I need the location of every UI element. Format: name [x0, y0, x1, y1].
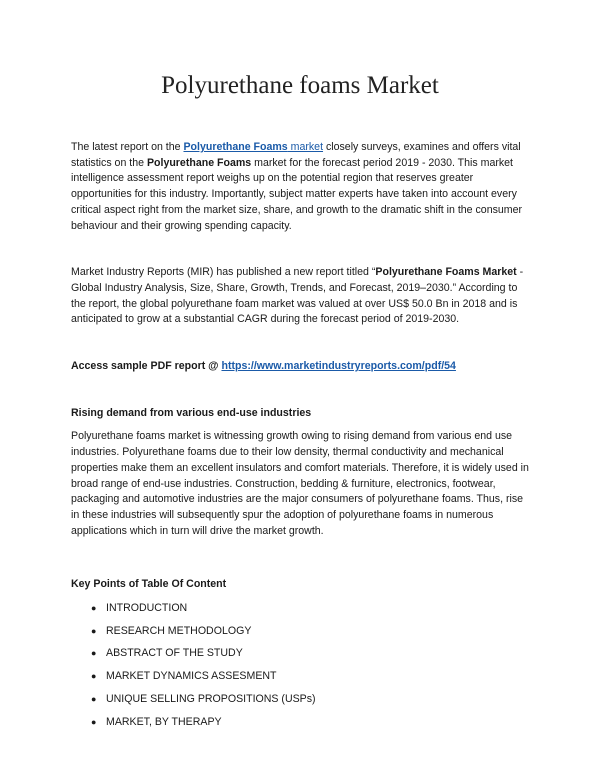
toc-item [71, 669, 529, 685]
page-title: Polyurethane foams Market [161, 72, 439, 99]
toc-item-label: MARKET, BY THERAPY [106, 715, 222, 728]
intro-text-1: The latest report on the [71, 141, 184, 153]
toc-item-label: RESEARCH METHODOLOGY [106, 624, 252, 637]
intro-text-2: closely surveys, examines and offers vital statistics on the [71, 141, 521, 169]
mir-text-1: Market Industry Reports (MIR) has published a new report titled “ [71, 266, 376, 279]
bullet-icon: ● [91, 671, 97, 682]
toc-item-label: UNIQUE SELLING PROPOSITIONS (USPs) [106, 692, 316, 705]
access-sample-line [71, 359, 529, 375]
intro-text-3: market for the forecast period 2019 - 2030. This market intelligence assessment report weighs up on the potential region that reserves greater opportunities for this industry. Importantly, subject matter experts have taken into account every critical aspect right from the market size, share, and growth to the dramatic shift in the consumer behaviour and their growing spending capacity. [71, 156, 523, 232]
mir-report-title: Polyurethane Foams Market [375, 266, 517, 279]
bullet-icon: ● [91, 716, 97, 727]
bullet-icon: ● [91, 625, 97, 636]
bullet-icon: ● [91, 648, 97, 659]
mir-text-2: - Global Industry Analysis, Size, Share, Growth, Trends, and Forecast, 2019–2030.” According to the report, the global polyurethane foam market was valued at over US$ 50.0 Bn in 2018 and is anticipated to grow at a substantial CAGR during the forecast period of 2019-2030. [71, 266, 524, 326]
market-link[interactable]: market [287, 141, 324, 153]
toc-item [71, 646, 529, 662]
toc-item-label: MARKET DYNAMICS ASSESMENT [106, 670, 277, 683]
toc-item [71, 715, 529, 731]
toc-heading: Key Points of Table Of Content [71, 578, 227, 591]
toc-item [71, 624, 529, 640]
bullet-icon: ● [91, 603, 97, 614]
polyurethane-foams-link[interactable]: Polyurethane Foams [183, 141, 288, 153]
sample-pdf-link[interactable]: https://www.marketindustryreports.com/pdf/54 [221, 360, 456, 373]
toc-item [71, 692, 529, 708]
toc-item-label: INTRODUCTION [106, 602, 188, 615]
intro-bold-term: Polyurethane Foams [146, 156, 252, 169]
bullet-icon: ● [91, 693, 97, 704]
demand-paragraph: Polyurethane foams market is witnessing growth owing to rising demand from various end use industries. Polyurethane foams due to their low density, thermal conductivity and mechanical properties make them an excellent insulators and comfort materials. Therefore, it is widely used in broad range of end-use industries. Construction, bedding & furniture, electronics, footwear, packaging and automotive industries are the major consumers of polyurethane foams. Thus, rise in these industries will subsequently spur the adoption of polyurethane foams in numerous applications which in turn will drive the market growth. [71, 430, 529, 537]
toc-item-label: ABSTRACT OF THE STUDY [106, 647, 243, 660]
intro-paragraph [71, 140, 529, 234]
mir-paragraph [71, 265, 529, 328]
access-label: Access sample PDF report @ [71, 360, 222, 373]
demand-heading: Rising demand from various end-use industries [71, 406, 312, 419]
toc-list [71, 601, 529, 730]
toc-item [71, 601, 529, 617]
